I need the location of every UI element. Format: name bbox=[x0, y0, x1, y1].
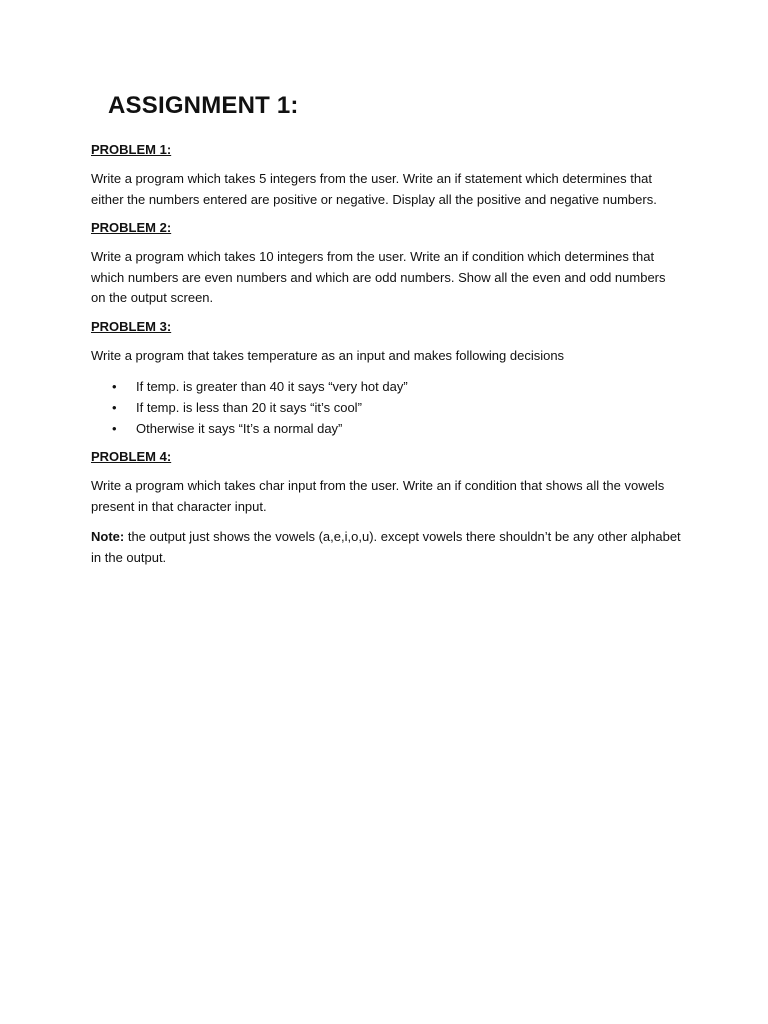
problem-2-heading: PROBLEM 2: bbox=[91, 220, 172, 235]
note-paragraph bbox=[91, 527, 681, 568]
list-item bbox=[91, 418, 681, 439]
problem-1-heading: PROBLEM 1: bbox=[91, 142, 172, 157]
bullet-text: Otherwise it says “It’s a normal day” bbox=[136, 421, 343, 436]
problem-2-text: Write a program which takes 10 integers from the user. Write an if condition which determines that which numbers are even numbers and which are odd numbers. Show all the even and odd numbers on the output screen. bbox=[91, 249, 666, 305]
note-label: Note: bbox=[91, 529, 125, 544]
bullet-icon: • bbox=[112, 400, 117, 415]
note-text: the output just shows the vowels (a,e,i,o,u). except vowels there shouldn’t be any other alphabet in the output. bbox=[91, 529, 681, 565]
list-item bbox=[91, 397, 681, 418]
problem-4-heading: PROBLEM 4: bbox=[91, 449, 172, 464]
problem-2-section bbox=[91, 220, 681, 309]
problem-4-text: Write a program which takes char input from the user. Write an if condition that shows all the vowels present in that character input. bbox=[91, 478, 665, 514]
bullet-text: If temp. is less than 20 it says “it’s cool” bbox=[136, 400, 362, 415]
problem-1-section bbox=[91, 142, 681, 210]
problem-1-text: Write a program which takes 5 integers from the user. Write an if statement which determines that either the numbers entered are positive or negative. Display all the positive and negative numbers. bbox=[91, 171, 657, 207]
problem-3-bullet-list bbox=[91, 376, 681, 439]
problem-3-section bbox=[91, 319, 681, 440]
bullet-icon: • bbox=[112, 421, 117, 436]
problem-3-text: Write a program that takes temperature as an input and makes following decisions bbox=[91, 347, 565, 363]
bullet-text: If temp. is greater than 40 it says “very hot day” bbox=[136, 379, 408, 394]
list-item bbox=[91, 376, 681, 397]
assignment-title: ASSIGNMENT 1: bbox=[108, 92, 299, 119]
bullet-icon: • bbox=[112, 379, 117, 394]
problem-3-heading: PROBLEM 3: bbox=[91, 318, 172, 334]
problem-4-section bbox=[91, 449, 681, 517]
document-content bbox=[91, 92, 681, 578]
